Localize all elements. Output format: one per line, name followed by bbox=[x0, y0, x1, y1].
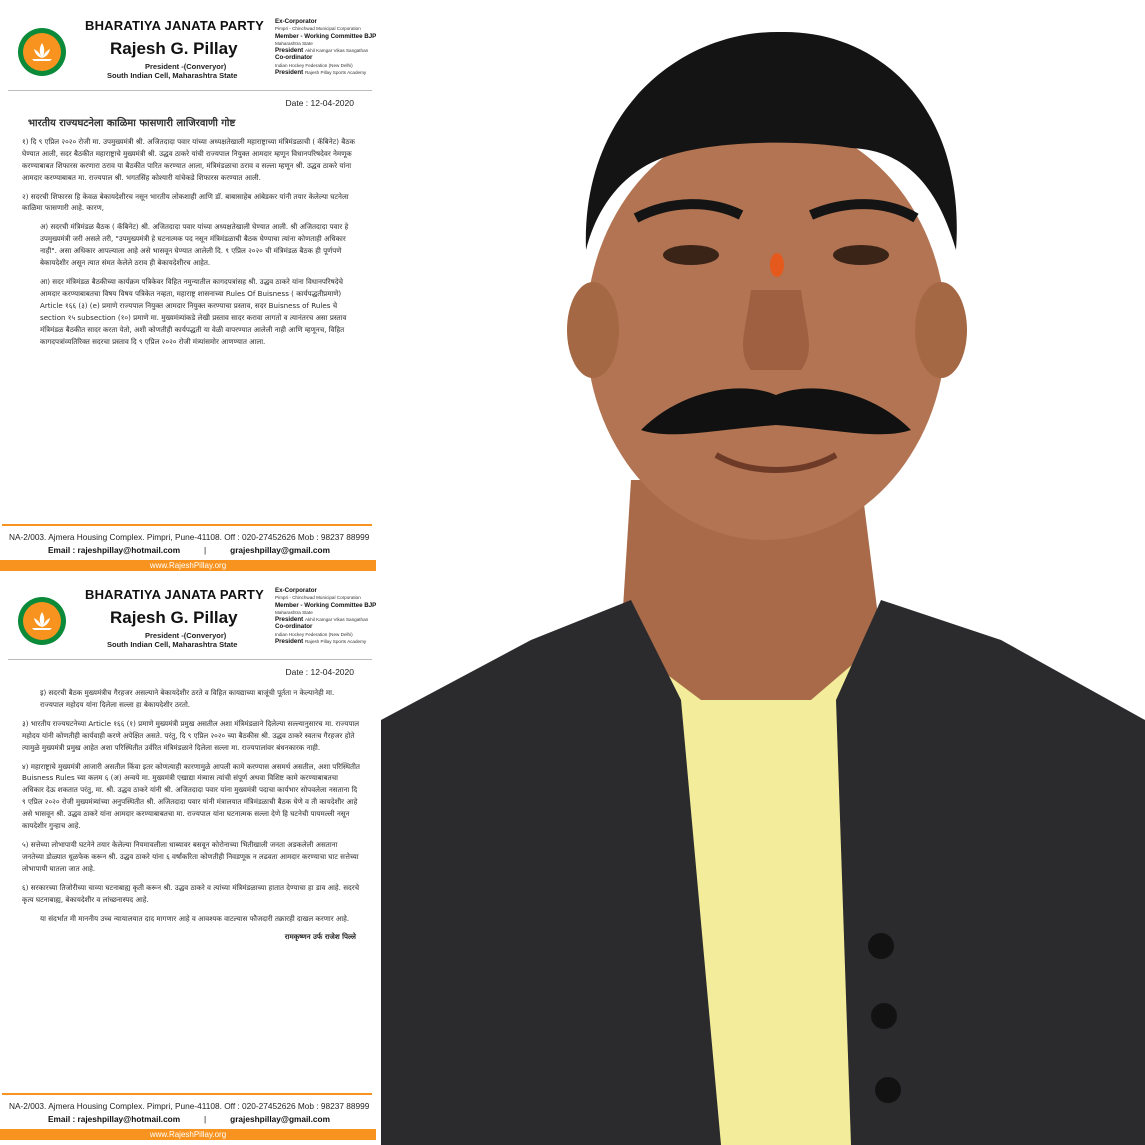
letter-title: भारतीय राज्यघटनेला काळिमा फासणारी लाजिरवाणी गोष्ट bbox=[28, 118, 236, 129]
role-title: President bbox=[275, 638, 304, 646]
bjp-logo bbox=[18, 28, 66, 76]
letter-footer bbox=[0, 524, 378, 570]
role-title: President bbox=[275, 47, 304, 55]
jacket-left bbox=[381, 600, 721, 1145]
role-title: Member - Working Committee BJP bbox=[275, 601, 377, 609]
leader-name: Rajesh G. Pillay bbox=[110, 39, 238, 58]
leader-cell: South Indian Cell, Maharashtra State bbox=[107, 71, 238, 80]
letter-body bbox=[22, 114, 360, 354]
closing-paragraph: या संदर्भात मी माननीय उच्च न्यायालयात दाद मागणार आहे व आवश्यक वाटल्यास फौजदारी तक्रारही दाखल करणार आहे. bbox=[40, 913, 350, 923]
footer-address: NA-2/003. Ajmera Housing Complex. Pimpri, Pune-41108. Off : 020-27452626 Mob : 98237 88999 bbox=[9, 1101, 370, 1111]
email-separator: | bbox=[204, 1114, 207, 1124]
eye-right bbox=[833, 245, 889, 265]
paragraph: ३) भारतीय राज्यघटनेच्या Article १६६ (१) प्रमाणे मुख्यमंत्री प्रमुख असतील अशा मंत्रिमंडळाने दिलेल्या सल्ल्यानुसारच मा. राज्यपाल महोदय यांनी कोणतीही कार्यवाही करणे अपेक्षित असते. परंतु, दि ९ एप्रिल २०२० च्या बैठकीस श्री. उद्धव ठाकरे स्वतःच गैरहजर होते त्यामुळे मुख्यमंत्री प्रमुख आहेत अशा परिस्थितीत उर्वरित मंत्रिमंडळाने दिलेला सल्ला मा. राज्यपालांवर बंधनकारक नाही. bbox=[22, 718, 360, 752]
role-extra: Rajesh Pillay Sports Academy bbox=[304, 639, 367, 645]
party-name: BHARATIYA JANATA PARTY bbox=[85, 18, 264, 33]
email-gmail[interactable]: grajeshpillay@gmail.com bbox=[230, 1114, 330, 1124]
header-divider bbox=[8, 90, 372, 91]
letter-date: Date : 12-04-2020 bbox=[285, 667, 354, 677]
signature-name: रामकृष्णन उर्फ राजेश पिल्ले bbox=[284, 932, 356, 942]
portrait-photo bbox=[381, 0, 1145, 1145]
paragraph: आ) सदर मंत्रिमंडळ बैठकीच्या कार्यक्रम पत्रिकेवर विहित नमुन्यातील कागदपत्रांसह श्री. उद्धव ठाकरे यांना विधानपरिषदेचे आमदार करण्याबाबतचा विषय विषय पत्रिकेत नव्हता, महाराष्ट्र शासनाच्या Rules Of Buisness ( कार्यपद्धतीप्रमाणे) Article १६६ (३) (e) प्रमाणे राज्यपाल नियुक्त आमदार नियुक्त करण्याचा प्रस्ताव, सदर Buisness of Rules चे section १५ subsection (१०) प्रमाणे मा. मुख्यमंत्र्यांकडे लेखी प्रस्ताव सादर करावा लागतो व त्यानंतरच असा प्रस्ताव मंत्रिमंडळ बैठकीत सादर करता येतो, अशी कोणतीही कार्यपद्धती या वेळी वापरण्यात आलेली नाही आणि म्हणूनच, विहित कागदपत्रांव्यतिरिक्त सदरचा प्रस्ताव दि ९ एप्रिल २०२० रोजी मंत्र्यांसमोर आणण्यात आला. bbox=[40, 276, 347, 346]
role-extra: Akhil Kamgar Vikas Sangathan bbox=[304, 617, 369, 623]
leader-post: President -(Converyor) bbox=[145, 62, 227, 71]
lotus-icon bbox=[28, 38, 56, 66]
role-sub: Maharashtra State bbox=[275, 609, 313, 615]
paragraph: अ) सदरची मंत्रिमंडळ बैठक ( कॅबिनेट) श्री. अजितदादा पवार यांच्या अध्यक्षतेखाली घेण्यात आली. श्री अजितदादा पवार हे उपमुख्यमंत्री जरी असले तरी, "उपमुख्यमंत्री हे घटनात्मक पद नसून मंत्रिमंडळाची बैठक घेण्याचा त्यांना कोणताही अधिकार नाही". असा अधिकार आपल्याला आहे असे भासवून घेण्यात आलेली दि. ९ एप्रिल २०२० ची मंत्रिमंडळ बैठक ही पूर्णपणे बेकायदेशीर असून त्यात संमत केलेले ठराव ही बेकायदेशीरच आहेत. bbox=[40, 222, 349, 268]
role-title: President bbox=[275, 616, 304, 624]
letter-footer bbox=[0, 1093, 378, 1139]
nose-shape bbox=[743, 290, 809, 370]
letter-date: Date : 12-04-2020 bbox=[285, 98, 354, 108]
paragraph: २) सदरची शिफारस हि केवळ बेकायदेशीरच नसून भारतीय लोकशाही आणि डॉ. बाबासाहेब आंबेडकर यांनी तयार केलेल्या घटनेला काळिमा फासणारी आहे. कारण, bbox=[22, 191, 349, 213]
footer-emails bbox=[0, 542, 378, 555]
leader-post: President -(Converyor) bbox=[145, 631, 227, 640]
letter-page-1 bbox=[0, 6, 378, 572]
role-sub: Maharashtra State bbox=[275, 40, 313, 46]
roles-list bbox=[275, 587, 378, 645]
role-sub: Pimpri - Chinchwad Municipal Corporation bbox=[275, 595, 361, 601]
ear-left bbox=[567, 282, 619, 378]
tilak-mark bbox=[770, 253, 784, 277]
paragraph: १) दि ९ एप्रिल २०२० रोजी मा. उपमुख्यमंत्री श्री. अजितदादा पवार यांच्या अध्यक्षतेखाली महाराष्ट्राच्या मंत्रिमंडळाची ( कॅबिनेट) बैठक घेण्यात आली, सदर बैठकीत महाराष्ट्राचे मुख्यमंत्री श्री. उद्धव ठाकरे यांची राज्यपाल नियुक्त आमदार म्हणून विधानपरिषदेवर नेमणूक करण्याबाबत शिफारस करणारा ठराव या बैठकीत पारित करण्यात आला, मंत्रिमंडळाचा ठराव व सल्ला म्हणून श्री. उद्धव ठाकरे यांना आमदार करण्याबाबत मा. राज्यपाल श्री. भगतसिंह कोश्यारी यांचेकडे शिफारस करण्यात आली. bbox=[22, 136, 355, 182]
leader-name: Rajesh G. Pillay bbox=[110, 608, 238, 627]
paragraph: इ) सदरची बैठक मुख्यमंत्रीच गैरहजर असल्याने बेकायदेशीर ठरते व विहित कायद्याच्या बाजूंची पूर्तता न केल्यानेही मा. राज्यपाल महोदय यांना दिलेला सल्ला हा बेकायदेशीर ठरतो. bbox=[40, 688, 335, 709]
role-title: Member - Working Committee BJP bbox=[275, 32, 377, 40]
email-hotmail[interactable]: Email : rajeshpillay@hotmail.com bbox=[48, 1114, 181, 1124]
role-sub: Indian Hockey Federation (New Delhi) bbox=[275, 62, 353, 68]
role-title: Ex-Corporator bbox=[275, 18, 317, 25]
email-hotmail[interactable]: Email : rajeshpillay@hotmail.com bbox=[48, 545, 181, 555]
email-separator: | bbox=[204, 545, 207, 555]
jacket-button bbox=[875, 1077, 901, 1103]
jacket-right bbox=[836, 600, 1145, 1145]
header-divider bbox=[8, 659, 372, 660]
lotus-icon bbox=[28, 607, 56, 635]
role-title: Ex-Corporator bbox=[275, 587, 317, 594]
role-sub: Indian Hockey Federation (New Delhi) bbox=[275, 631, 353, 637]
role-title: Co-ordinator bbox=[275, 623, 313, 631]
paragraph: ६) सरकारच्या तिजोरीच्या चाव्या घटनाबाह्य कृती करून श्री. उद्धव ठाकरे व त्यांच्या मंत्रिमंडळाच्या हातात देण्याचा हा डाव आहे. सदरचे कृत्य घटनाबाह्य, बेकायदेशीर व लांच्छनास्पद आहे. bbox=[22, 882, 360, 904]
bjp-logo bbox=[18, 597, 66, 645]
party-name: BHARATIYA JANATA PARTY bbox=[85, 587, 264, 602]
roles-list bbox=[275, 18, 378, 76]
role-title: Co-ordinator bbox=[275, 54, 313, 62]
role-title: President bbox=[275, 69, 304, 77]
email-gmail[interactable]: grajeshpillay@gmail.com bbox=[230, 545, 330, 555]
jacket-button bbox=[868, 933, 894, 959]
website-link[interactable]: www.RajeshPillay.org bbox=[0, 560, 376, 571]
website-link[interactable]: www.RajeshPillay.org bbox=[0, 1129, 376, 1140]
footer-emails bbox=[0, 1111, 378, 1124]
footer-address: NA-2/003. Ajmera Housing Complex. Pimpri, Pune-41108. Off : 020-27452626 Mob : 98237 88999 bbox=[9, 532, 370, 542]
paragraph: ५) सत्तेच्या लोभापायी घटनेने तयार केलेल्या नियमावलीला धाब्यावर बसवून कोरोनाच्या भितीखाली जनता अडकलेली असताना जनतेच्या डोळ्यात धूळफेक करून श्री. उद्धव ठाकरे यांना ६ वर्षांकरिता कोणतीही निवडणूक न लढवता आमदार करण्याचा घाट सत्तेच्या लोभापायी घातला जात आहे. bbox=[22, 839, 359, 873]
role-extra: Akhil Kamgar Vikas Sangathan bbox=[304, 48, 369, 54]
role-sub: Pimpri - Chinchwad Municipal Corporation bbox=[275, 26, 361, 32]
portrait-illustration bbox=[381, 0, 1145, 1145]
role-extra: Rajesh Pillay Sports Academy bbox=[304, 70, 367, 76]
letter-body bbox=[22, 687, 360, 950]
eye-left bbox=[663, 245, 719, 265]
ear-right bbox=[915, 282, 967, 378]
jacket-button bbox=[871, 1003, 897, 1029]
paragraph: ४) महाराष्ट्राचे मुख्यमंत्री आजारी असतील किंवा इतर कोणत्याही कारणामुळे आपली कामे करण्यास असमर्थ असतील, अशा परिस्थितीत Buisness Rules च्या कलम ६ (अ) अन्वये मा. मुख्यमंत्री एखाद्या मंत्र्यास त्यांची संपूर्ण अथवा विशिष्ट कामे करण्याबाबतचा अधिकार देऊ शकतात परंतु, मा. श्री. उद्धव ठाकरे यांनी श्री. अजितदादा पवार यांना मुख्यमंत्री पदाचा कार्यभार सोपवलेला नसताना दि ९ एप्रिल २०२० रोजी मुख्यमंत्र्यांच्या अनुपस्थितीत श्री. अजितदादा पवार यांनी मंत्रालयात मंत्रिमंडळाची बैठक घेणे व ती कायदेशीर आहे असे भासवून श्री. उद्धव ठाकरे यांना आमदार करण्याबाबतचा मा. राज्यपाल यांना घटनात्मक सल्ला देणे हि घटनेची पायमल्ली नसून कायदेशीर गुन्हाच आहे. bbox=[22, 761, 360, 831]
letter-page-2 bbox=[0, 575, 378, 1141]
leader-cell: South Indian Cell, Maharashtra State bbox=[107, 640, 238, 649]
